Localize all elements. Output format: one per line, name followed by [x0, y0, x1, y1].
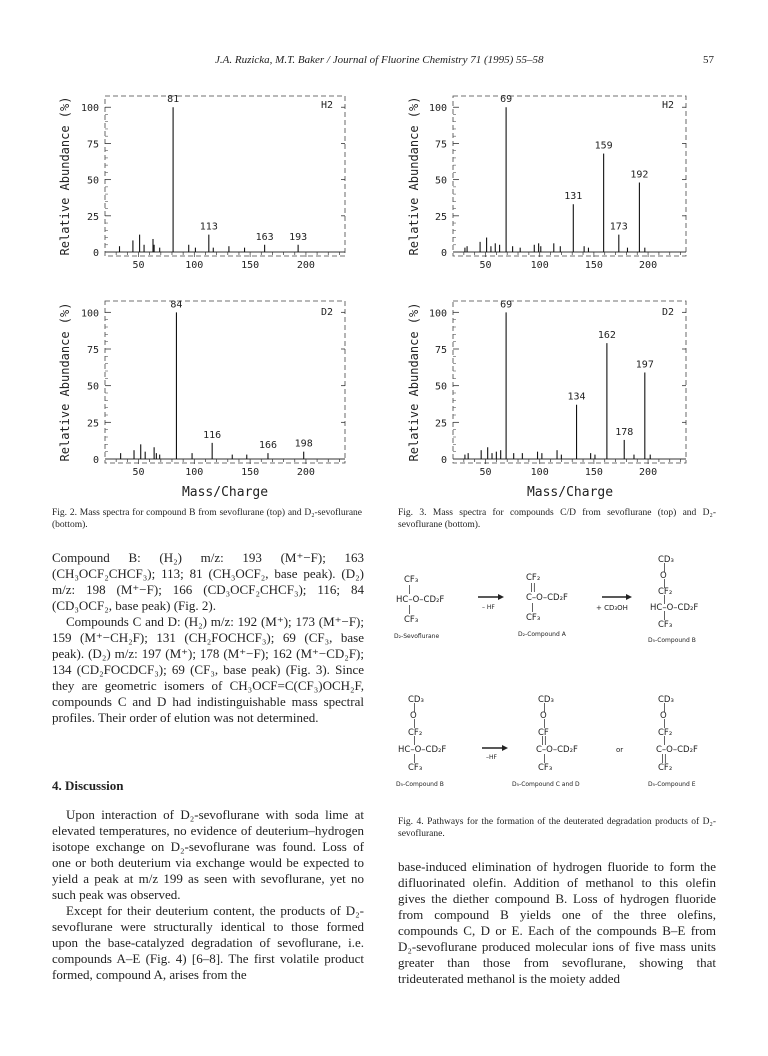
structure-text: CD₃: [658, 695, 674, 705]
mass-spectra-figures: [0, 0, 768, 510]
peak-label: 197: [635, 359, 654, 371]
y-tick-label: 100: [80, 308, 99, 320]
x-axis: [453, 252, 686, 271]
x-axis-label: Mass/Charge: [181, 485, 269, 500]
structure-text: CF₃: [408, 763, 423, 773]
peak-label: 134: [567, 391, 586, 403]
structure-text: CF₃: [404, 615, 419, 625]
x-tick-label: 150: [584, 260, 603, 271]
section-heading: 4. Discussion: [52, 778, 124, 793]
compound-label: D₅-Compound E: [648, 781, 696, 788]
y-axis-label: Relative Abundance (%): [58, 96, 72, 256]
reagent-label: + CD₃OH: [596, 604, 628, 612]
structure-text: |: [663, 719, 666, 729]
panel-label: H2: [321, 100, 334, 111]
plot-frame: [453, 96, 686, 256]
structure-text: CD₃: [538, 695, 554, 705]
structure-text: CD₃: [408, 695, 424, 705]
x-tick-label: 150: [241, 260, 260, 271]
y-tick-label: 75: [434, 139, 447, 151]
structure-text: HC–O–CD₂F: [396, 595, 445, 605]
paragraph: Except for their deuterium content, the products of D₂-sevoflurane were structurally identical to those formed upon the base-catalyzed degradation of sevoflurane, i.e. compounds A–E (Fig. 4) [6–8]. The first volatile product formed, compound A, arises from the: [52, 903, 364, 982]
y-tick-label: 25: [434, 211, 447, 223]
peak-label: 113: [199, 221, 218, 233]
plot-frame: [105, 96, 345, 256]
structure-text: O: [660, 711, 667, 721]
y-tick-label: 100: [428, 308, 447, 320]
y-tick-label: 75: [434, 345, 447, 356]
compound-data-text: [52, 550, 364, 726]
peak-labels: [500, 94, 648, 232]
structure-text: |: [531, 603, 534, 613]
paragraph: Compound B: (H₂) m/z: 193 (M⁺−F); 163 (CH₃OCF₂CHCF₃); 113; 81 (CH₃OCF₂, base peak). (D₂) m/z: 198 (M⁺−F); 166 (CD₃OCF₂CHCF₃); 116; 84 (CD₃OCF₂, base peak) (Fig. 2).: [52, 550, 364, 613]
x-axis-label: Mass/Charge: [526, 485, 614, 500]
x-axis: [453, 459, 686, 478]
peak-label: 192: [630, 169, 649, 181]
structure-text: O: [660, 571, 667, 581]
peak-label: 198: [294, 438, 313, 450]
structure-text: CF₃: [538, 763, 553, 773]
y-axis: [429, 308, 686, 466]
peak-label: 131: [564, 191, 583, 203]
structure-text: |: [663, 595, 666, 605]
spectrum-panel: [407, 94, 686, 271]
y-tick-label: 75: [86, 139, 99, 151]
paragraph: base-induced elimination of hydrogen fluoride to form the difluorinated olefin. Addition of methanol to this olefin gives the diether compound B. Loss of hydrogen fluoride from compound B yields one of the three olefins, compounds C, D or E. Each of the compounds B–E from D₂-sevoflurane produced molecular ions of five mass units greater than those from sevoflurane, showing that trideuterated methanol is the moiety added: [398, 859, 716, 986]
y-axis: [429, 103, 686, 259]
structure-text: O: [540, 711, 547, 721]
y-tick-label: 75: [86, 345, 99, 356]
peak-labels: [170, 299, 312, 451]
structure-text: |: [663, 611, 666, 621]
x-axis: [105, 459, 345, 478]
structure-text: |: [408, 585, 411, 595]
plot-frame: [453, 301, 686, 463]
x-tick-label: 50: [132, 260, 145, 271]
structure-text: CF: [538, 728, 549, 738]
structure-text: CF₂: [658, 587, 673, 597]
x-tick-label: 100: [185, 467, 204, 478]
peak-labels: [167, 94, 307, 243]
structure-text: CD₃: [658, 555, 674, 565]
structure-text: CF₂: [658, 763, 673, 773]
compound-label: D₅-Compound B: [396, 781, 444, 788]
peak-label: 69: [500, 299, 513, 311]
figure-3-caption: Fig. 3. Mass spectra for compounds C/D from sevoflurane (top) and D₂-sevoflurane (bottom).: [398, 508, 716, 530]
structure-text: |: [413, 754, 416, 764]
structure-text: |: [663, 579, 666, 589]
x-tick-label: 200: [296, 260, 315, 271]
panel-label: D2: [321, 307, 334, 318]
peak-label: 173: [609, 221, 628, 233]
x-tick-label: 100: [530, 260, 549, 271]
structure-text: |: [543, 703, 546, 713]
structure-text: |: [663, 563, 666, 573]
peak-label: 163: [255, 231, 274, 243]
structure-text: ||: [541, 736, 547, 746]
x-axis: [105, 252, 345, 271]
peak-label: 69: [500, 94, 513, 106]
structure-text: |: [413, 736, 416, 746]
x-tick-label: 50: [132, 467, 145, 478]
structure-text: C–O–CD₂F: [656, 745, 698, 755]
structure-text: CF₃: [404, 575, 419, 585]
y-tick-label: 0: [92, 455, 99, 466]
x-tick-label: 100: [530, 467, 549, 478]
x-tick-label: 150: [584, 467, 603, 478]
reagent-label: – HF: [482, 604, 495, 611]
arrowhead: [498, 594, 504, 600]
y-tick-label: 50: [86, 381, 99, 393]
structure-text: C–O–CD₂F: [536, 745, 578, 755]
structure-text: |: [413, 703, 416, 713]
structure-text: CF₃: [658, 620, 673, 630]
x-tick-label: 50: [479, 260, 492, 271]
running-head: J.A. Ruzicka, M.T. Baker / Journal of Fluorine Chemistry 71 (1995) 55–58: [215, 54, 544, 66]
structure-text: HC–O–CD₂F: [650, 603, 699, 613]
x-tick-label: 50: [479, 467, 492, 478]
structure-text: |: [543, 754, 546, 764]
structure-text: CF₂: [658, 728, 673, 738]
peak-label: 84: [170, 299, 183, 311]
discussion-text: [52, 807, 364, 983]
peak-label: 116: [203, 429, 222, 441]
paragraph: Upon interaction of D₂-sevoflurane with soda lime at elevated temperatures, no evidence of deuterium–hydrogen isotope exchange on D₂-sevoflurane was found. Loss of one or both deuterium via exchange would be expected to yield a peak at m/z 199 as seen with sevoflurane, yet no such peak was observed.: [52, 807, 364, 902]
y-axis-label: Relative Abundance (%): [407, 96, 421, 256]
y-tick-label: 0: [440, 248, 447, 259]
structure-text: |: [413, 719, 416, 729]
compound-label: D₂-Sevoflurane: [394, 633, 440, 640]
spectrum-panel: [58, 94, 345, 271]
y-tick-label: 25: [434, 418, 447, 430]
y-tick-label: 50: [434, 381, 447, 393]
structure-text: CF₂: [526, 573, 541, 583]
panel-label: H2: [662, 100, 675, 111]
structure-text: HC–O–CD₂F: [398, 745, 447, 755]
compound-label: D₂-Compound A: [518, 631, 566, 638]
y-tick-label: 0: [440, 455, 447, 466]
x-tick-label: 200: [296, 467, 315, 478]
arrowhead: [626, 594, 632, 600]
arrowhead: [502, 745, 508, 751]
page-number: 57: [703, 54, 714, 66]
y-tick-label: 50: [434, 175, 447, 187]
peak-label: 81: [167, 94, 180, 106]
y-axis-label: Relative Abundance (%): [407, 302, 421, 462]
spectrum-panel: [58, 299, 345, 500]
structure-text: |: [408, 605, 411, 615]
x-tick-label: 200: [639, 467, 658, 478]
structure-text: ||: [530, 583, 536, 593]
panel-label: D2: [662, 307, 675, 318]
y-tick-label: 25: [86, 418, 99, 430]
reaction-scheme: [390, 550, 720, 810]
y-tick-label: 0: [92, 248, 99, 259]
compound-label: D₅-Compound B: [648, 637, 696, 644]
discussion-text-continued: [398, 859, 716, 987]
spectrum-panel: [407, 299, 686, 500]
peak-label: 162: [597, 330, 616, 342]
y-tick-label: 50: [86, 175, 99, 187]
structure-text: ||: [661, 754, 667, 764]
peak-label: 178: [615, 426, 634, 438]
structure-text: C–O–CD₂F: [526, 593, 568, 603]
paragraph: Compounds C and D: (H₂) m/z: 192 (M⁺); 173 (M⁺−F); 159 (M⁺−CH₂F); 131 (CH₂FOCHCF₃); 69 (CF₃, base peak). (D₂) m/z: 197 (M⁺); 178 (M⁺−F); 162 (M⁺−CD₂F); 134 (CD₂FOCDCF₃); 69 (CF₃, base peak) (Fig. 3). Since they are geometric isomers of CH₃OCF=C(CF₃)OCH₂F, compounds C and D had indistinguishable mass spectral profiles. Their order of elution was not determined.: [52, 614, 364, 725]
or-text: or: [616, 746, 624, 754]
y-tick-label: 100: [80, 103, 99, 115]
structure-text: CF₂: [408, 728, 423, 738]
structure-text: |: [543, 719, 546, 729]
structure-text: |: [663, 736, 666, 746]
peak-label: 166: [258, 440, 278, 452]
structure-text: |: [663, 703, 666, 713]
y-tick-label: 25: [86, 211, 99, 223]
figure-4-caption: Fig. 4. Pathways for the formation of the deuterated degradation products of D₂-sevoflurane.: [398, 817, 716, 839]
structure-text: O: [410, 711, 417, 721]
y-axis-label: Relative Abundance (%): [58, 302, 72, 462]
reagent-label: –HF: [486, 754, 497, 761]
figure-2-caption: Fig. 2. Mass spectra for compound B from sevoflurane (top) and D₂-sevoflurane (bottom).: [52, 508, 362, 530]
peak-label: 159: [594, 140, 613, 152]
x-tick-label: 100: [185, 260, 204, 271]
x-tick-label: 200: [639, 260, 658, 271]
peak-label: 193: [289, 231, 308, 243]
x-tick-label: 150: [241, 467, 260, 478]
y-tick-label: 100: [428, 103, 447, 115]
structure-text: CF₃: [526, 613, 541, 623]
compound-label: D₅-Compound C and D: [512, 781, 580, 788]
